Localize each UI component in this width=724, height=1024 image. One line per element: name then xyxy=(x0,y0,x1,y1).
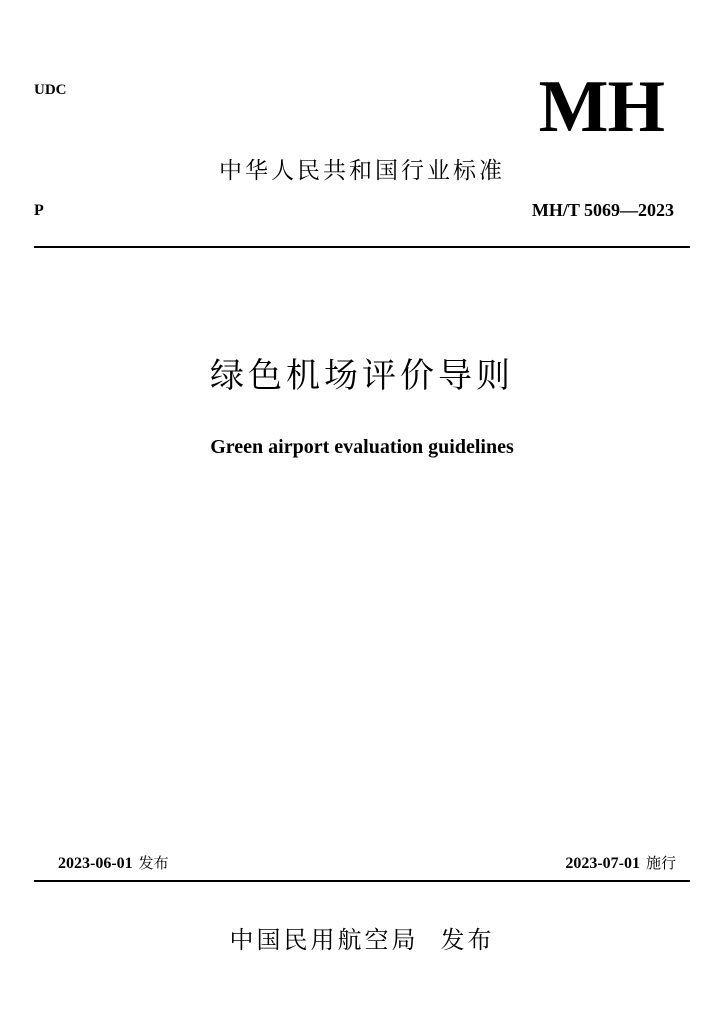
standard-number: MH/T 5069—2023 xyxy=(531,200,674,220)
issue-date: 2023-06-01 xyxy=(58,855,133,872)
issue-label: 发布 xyxy=(138,854,169,872)
implementation-date: 2023-07-01 xyxy=(565,855,640,872)
publisher-name: 中国民用航空局 xyxy=(229,926,419,954)
standard-type: 中华人民共和国行业标准 xyxy=(219,158,505,184)
implementation-date-block xyxy=(565,852,676,873)
publish-label: 发布 xyxy=(440,926,495,954)
bottom-divider xyxy=(34,880,690,882)
publisher-line xyxy=(0,920,724,955)
issue-date-block xyxy=(58,852,169,873)
implementation-label: 施行 xyxy=(645,854,676,872)
classification-code: P xyxy=(34,202,44,219)
title-english: Green airport evaluation guidelines xyxy=(210,436,514,458)
top-divider xyxy=(34,246,690,248)
title-chinese: 绿色机场评价导则 xyxy=(210,356,514,396)
udc-label: UDC xyxy=(34,82,67,98)
mh-logo: MH xyxy=(538,66,664,148)
